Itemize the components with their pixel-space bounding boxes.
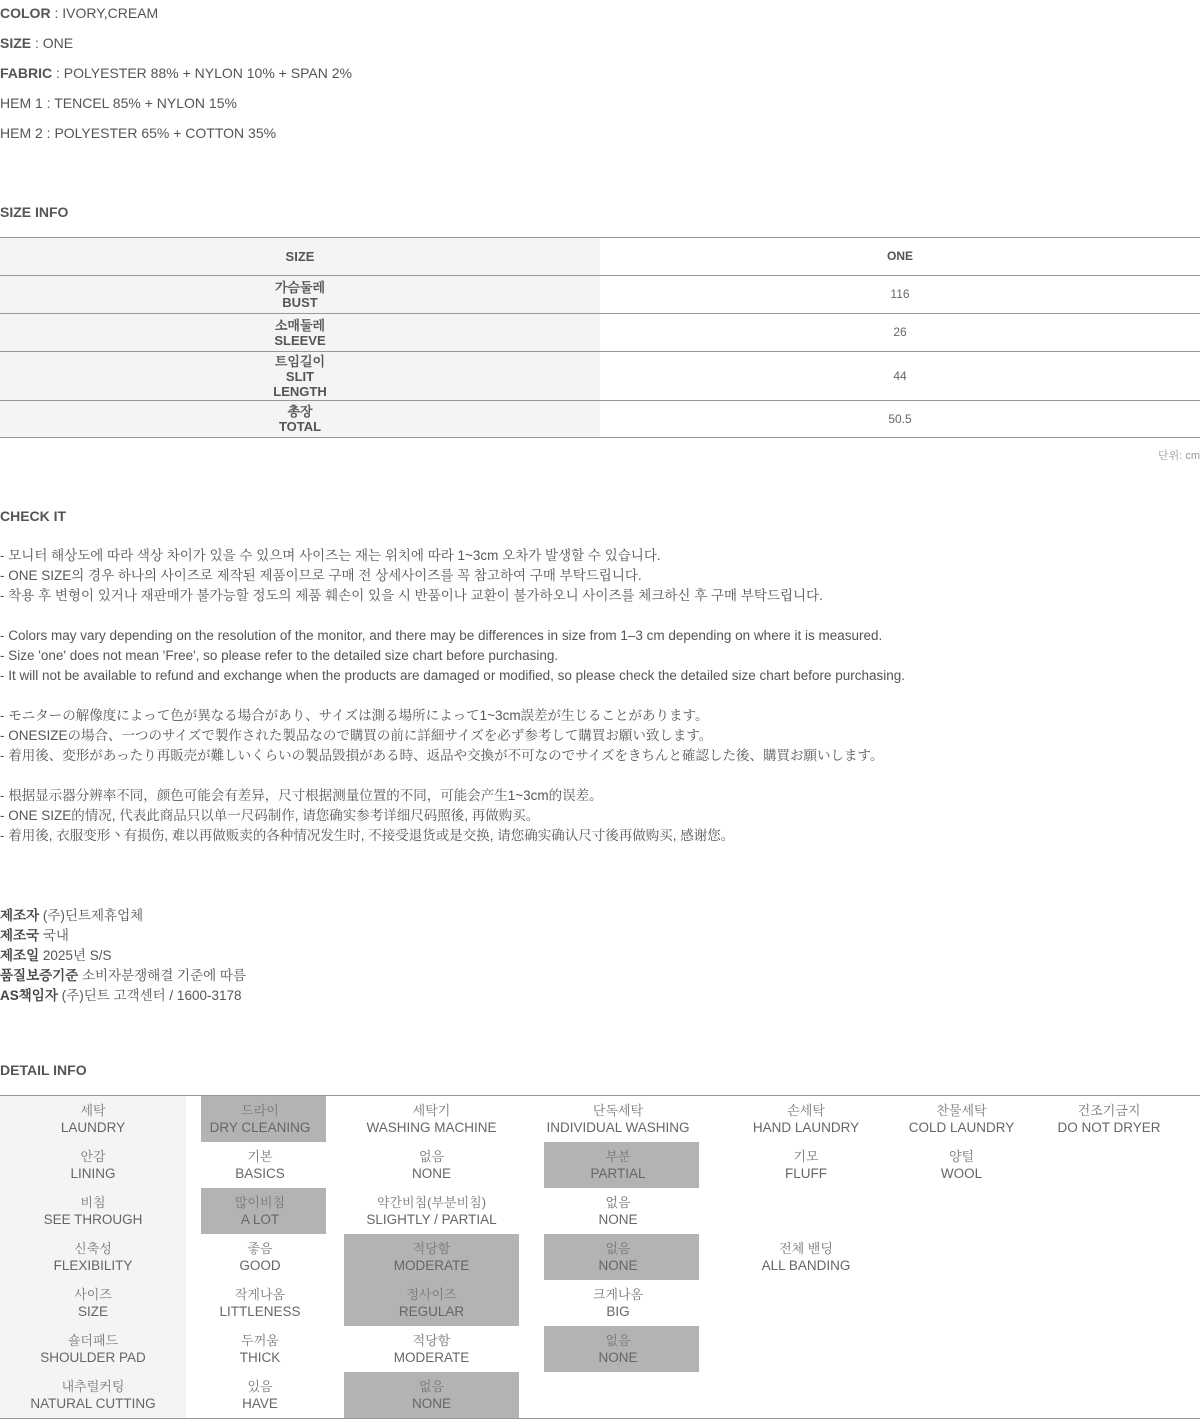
detail-option	[1018, 1326, 1200, 1372]
detail-option	[905, 1280, 1018, 1326]
note-line: - Colors may vary depending on the resolution of the monitor, and there may be differences in size from 1–3 cm depending on where it is measured.	[0, 628, 883, 643]
maker-key: 품질보증기준	[0, 968, 79, 983]
detail-row-label	[0, 1188, 186, 1234]
detail-row	[0, 1372, 1200, 1419]
detail-label-ko: 세탁기	[412, 1103, 451, 1118]
spec-key: FABRIC	[0, 65, 53, 81]
detail-label-en: SEE THROUGH	[43, 1212, 143, 1227]
size-row-total	[0, 401, 1200, 438]
detail-label-ko: 내추럴커팅	[61, 1379, 125, 1394]
size-label-en2: LENGTH	[273, 383, 327, 399]
detail-label-en: NONE	[598, 1258, 638, 1273]
detail-option	[707, 1188, 905, 1234]
detail-label-ko: 손세탁	[787, 1103, 825, 1118]
detail-label-en: HAND LAUNDRY	[752, 1120, 860, 1135]
detail-label-en: NONE	[411, 1396, 451, 1411]
detail-row-label	[0, 1372, 186, 1419]
detail-label-en: NONE	[598, 1350, 638, 1365]
detail-option	[334, 1326, 529, 1372]
detail-label-ko: 없음	[418, 1149, 445, 1164]
detail-label-en: BASICS	[235, 1166, 285, 1181]
detail-label-ko: 없음	[605, 1333, 631, 1348]
detail-option-selected	[186, 1188, 334, 1234]
maker-line	[0, 926, 246, 946]
check-it-notes	[0, 546, 905, 846]
detail-option	[186, 1142, 334, 1188]
maker-line	[0, 946, 246, 966]
spec-value: POLYESTER 88% + NYLON 10% + SPAN 2%	[63, 65, 352, 81]
spec-value: IVORY,CREAM	[62, 5, 159, 21]
detail-label-ko: 단독세탁	[592, 1103, 644, 1118]
maker-info	[0, 906, 246, 1006]
detail-label-en: NATURAL CUTTING	[30, 1396, 156, 1411]
detail-label-ko: 비침	[80, 1195, 106, 1210]
size-row-value: 26	[600, 314, 1200, 352]
detail-row-label	[0, 1280, 186, 1326]
maker-value: 2025년 S/S	[42, 948, 112, 963]
detail-option	[905, 1372, 1018, 1419]
detail-row	[0, 1096, 1200, 1143]
detail-label-ko: 양털	[948, 1149, 975, 1164]
detail-option	[905, 1142, 1018, 1188]
size-unit: 단위: cm	[1157, 450, 1200, 462]
detail-label-en: GOOD	[239, 1258, 281, 1273]
detail-label-en: SLIGHTLY / PARTIAL	[366, 1212, 497, 1227]
detail-label-ko: 세탁	[80, 1103, 106, 1118]
detail-row	[0, 1326, 1200, 1372]
maker-line	[0, 986, 246, 1006]
size-label-en: TOTAL	[278, 419, 322, 434]
size-row-label	[0, 276, 600, 314]
detail-option-selected	[334, 1280, 529, 1326]
detail-option	[334, 1188, 529, 1234]
detail-label-ko: 사이즈	[74, 1287, 112, 1302]
note-gap	[0, 766, 905, 786]
detail-row	[0, 1280, 1200, 1326]
spec-hem1	[0, 95, 237, 111]
size-row-value: 44	[600, 352, 1200, 401]
detail-label-ko: 두꺼움	[241, 1333, 279, 1348]
detail-option-selected	[529, 1142, 707, 1188]
detail-option	[707, 1234, 905, 1280]
size-label-en: BUST	[282, 294, 318, 310]
detail-option	[186, 1372, 334, 1419]
detail-label-ko: 많이비침	[234, 1195, 286, 1210]
size-header-value: ONE	[600, 238, 1200, 276]
size-info-title: SIZE INFO	[0, 204, 69, 220]
maker-value: (주)딘트 고객센터 / 1600-3178	[61, 988, 242, 1003]
detail-label-en: HAVE	[242, 1396, 278, 1411]
detail-label-ko: 드라이	[241, 1103, 279, 1118]
detail-option	[707, 1326, 905, 1372]
detail-option	[905, 1096, 1018, 1143]
detail-label-ko: 없음	[605, 1195, 631, 1210]
detail-row-label	[0, 1142, 186, 1188]
detail-option	[529, 1372, 707, 1419]
note-line: - It will not be available to refund and exchange when the products are damaged or modified, so please check the detailed size chart before purchasing.	[0, 668, 906, 683]
detail-table	[0, 1095, 1200, 1419]
detail-label-en: DRY CLEANING	[209, 1120, 311, 1135]
spec-hem2	[0, 125, 276, 141]
detail-label-ko: 전체 밴딩	[779, 1241, 833, 1256]
detail-option	[707, 1096, 905, 1143]
detail-label-en: ALL BANDING	[761, 1258, 851, 1273]
size-label-ko: 트임길이	[274, 353, 326, 369]
spec-value: HEM 2 : POLYESTER 65% + COTTON 35%	[0, 125, 277, 141]
detail-label-en: WOOL	[940, 1166, 983, 1181]
detail-row-label	[0, 1234, 186, 1280]
detail-label-en: LITTLENESS	[219, 1304, 301, 1319]
detail-option	[334, 1142, 529, 1188]
detail-label-ko: 기모	[793, 1149, 819, 1164]
detail-label-en: SHOULDER PAD	[40, 1350, 146, 1365]
detail-label-en: LAUNDRY	[60, 1120, 126, 1135]
detail-option	[529, 1188, 707, 1234]
size-header-label: SIZE	[0, 238, 600, 276]
maker-key: AS책임자	[0, 988, 58, 1003]
spec-fabric	[0, 65, 352, 81]
detail-option	[1018, 1372, 1200, 1419]
detail-row	[0, 1234, 1200, 1280]
maker-line	[0, 966, 246, 986]
detail-option	[529, 1096, 707, 1143]
detail-option	[186, 1234, 334, 1280]
size-label-ko: 소매둘레	[274, 317, 326, 333]
maker-value: 소비자분쟁해결 기준에 따름	[82, 968, 247, 983]
detail-label-en: A LOT	[240, 1212, 280, 1227]
detail-label-en: MODERATE	[393, 1350, 470, 1365]
detail-option-selected	[529, 1326, 707, 1372]
detail-option	[334, 1096, 529, 1143]
size-row-slit-length	[0, 352, 1200, 401]
detail-label-ko: 좋음	[247, 1241, 273, 1256]
detail-option-selected	[529, 1234, 707, 1280]
spec-sep: :	[31, 35, 43, 51]
detail-label-ko: 없음	[418, 1379, 445, 1394]
size-row-value: 116	[600, 276, 1200, 314]
detail-label-ko: 있음	[247, 1379, 273, 1394]
detail-option	[707, 1372, 905, 1419]
detail-option	[1018, 1188, 1200, 1234]
maker-value: 국내	[42, 928, 69, 943]
maker-key: 제조자	[0, 908, 40, 923]
detail-label-en: COLD LAUNDRY	[908, 1120, 1015, 1135]
size-label-en: SLEEVE	[274, 332, 326, 348]
size-label-ko: 총장	[287, 404, 313, 419]
spec-size	[0, 35, 73, 51]
detail-label-ko: 신축성	[74, 1241, 112, 1256]
detail-label-ko: 없음	[605, 1241, 631, 1256]
note-line: - Size 'one' does not mean 'Free', so please refer to the detailed size chart before purchasing.	[0, 648, 559, 663]
detail-row	[0, 1142, 1200, 1188]
detail-label-en: INDIVIDUAL WASHING	[546, 1120, 690, 1135]
size-label-en: SLIT	[285, 368, 315, 384]
note-line: - ONESIZEの場合、一つのサイズで製作された製品なので購買の前に詳細サイズを必ず参考して購買お願い致します。	[0, 728, 713, 743]
spec-key: SIZE	[0, 35, 32, 51]
size-row-sleeve	[0, 314, 1200, 352]
detail-option	[707, 1142, 905, 1188]
size-row-bust	[0, 276, 1200, 314]
maker-key: 제조국	[0, 928, 40, 943]
maker-key: 제조일	[0, 948, 40, 963]
detail-label-en: WASHING MACHINE	[366, 1120, 497, 1135]
detail-label-ko: 건조기금지	[1077, 1103, 1141, 1118]
note-line: - ONE SIZE의 경우 하나의 사이즈로 제작된 제품이므로 구매 전 상세사이즈를 꼭 참고하여 구매 부탁드립니다.	[0, 568, 642, 583]
size-row-value: 50.5	[600, 401, 1200, 438]
spec-key: COLOR	[0, 5, 51, 21]
detail-label-ko: 적당함	[412, 1333, 451, 1348]
detail-label-en: MODERATE	[393, 1258, 470, 1273]
detail-label-en: THICK	[239, 1350, 281, 1365]
note-line: - 着用後, 衣服变形丶有损伤, 难以再做贩卖的各种情况发生时, 不接受退货或是交换, 请您确实确认尺寸後再做购买, 感谢您。	[0, 828, 735, 843]
detail-row	[0, 1188, 1200, 1234]
detail-option-selected	[334, 1372, 529, 1419]
detail-label-en: DO NOT DRYER	[1057, 1120, 1161, 1135]
detail-label-en: FLUFF	[785, 1166, 827, 1181]
detail-option-selected	[334, 1234, 529, 1280]
detail-row-label	[0, 1326, 186, 1372]
maker-line	[0, 906, 246, 926]
detail-option	[186, 1326, 334, 1372]
check-it-title: CHECK IT	[0, 508, 67, 524]
detail-label-ko: 작게나옴	[234, 1287, 286, 1302]
spec-color	[0, 5, 158, 21]
detail-label-ko: 기본	[247, 1149, 273, 1164]
note-line: - 着用後、変形があったり再販売が難しいくらいの製品毀損がある時、返品や交換が不可なのでサイズをきちんと確認した後、購買お願いします。	[0, 748, 884, 763]
detail-label-en: BIG	[606, 1304, 630, 1319]
detail-label-ko: 찬물세탁	[936, 1103, 987, 1118]
size-row-label	[0, 352, 600, 401]
detail-label-en: REGULAR	[398, 1304, 465, 1319]
detail-label-ko: 적당함	[412, 1241, 451, 1256]
detail-row-label	[0, 1096, 186, 1143]
detail-label-ko: 크게나옴	[592, 1287, 644, 1302]
detail-label-ko: 약간비침(부분비침)	[376, 1195, 487, 1210]
detail-option	[529, 1280, 707, 1326]
detail-label-en: FLEXIBILITY	[53, 1258, 133, 1273]
spec-value: HEM 1 : TENCEL 85% + NYLON 15%	[0, 95, 237, 111]
detail-option	[1018, 1142, 1200, 1188]
maker-value: (주)딘트제휴업체	[42, 908, 144, 923]
note-line: - 모니터 해상도에 따라 색상 차이가 있을 수 있으며 사이즈는 재는 위치에 따라 1~3cm 오차가 발생할 수 있습니다.	[0, 548, 661, 563]
detail-label-ko: 부분	[605, 1149, 631, 1164]
detail-option	[905, 1188, 1018, 1234]
note-gap	[0, 606, 905, 626]
note-line: - ONE SIZE的情况, 代表此商品只以单一尺码制作, 请您确实参考详细尺码照後, 再做购买。	[0, 808, 540, 823]
detail-option	[707, 1280, 905, 1326]
detail-label-ko: 안감	[80, 1149, 106, 1164]
detail-label-ko: 정사이즈	[406, 1287, 457, 1302]
size-table-header	[0, 238, 1200, 276]
detail-option	[1018, 1280, 1200, 1326]
detail-option	[905, 1326, 1018, 1372]
detail-option	[186, 1280, 334, 1326]
size-table	[0, 237, 1200, 438]
detail-label-en: LINING	[70, 1166, 116, 1181]
note-line: - 착용 후 변형이 있거나 재판매가 불가능할 정도의 제품 훼손이 있을 시 반품이나 교환이 불가하오니 사이즈를 체크하신 후 구매 부탁드립니다.	[0, 588, 823, 603]
detail-label-en: NONE	[598, 1212, 638, 1227]
note-gap	[0, 686, 905, 706]
note-line: - 根据显示器分辨率不同，颜色可能会有差异，尺寸根据测量位置的不同，可能会产生1~3cm的误差。	[0, 788, 603, 803]
spec-sep: :	[52, 65, 64, 81]
size-row-label	[0, 401, 600, 438]
detail-label-en: PARTIAL	[590, 1166, 646, 1181]
detail-option	[905, 1234, 1018, 1280]
spec-value: ONE	[42, 35, 74, 51]
note-line: - モニターの解像度によって色が異なる場合があり、サイズは測る場所によって1~3cm誤差が生じることがあります。	[0, 708, 709, 723]
spec-sep: :	[50, 5, 63, 21]
detail-option	[1018, 1096, 1200, 1143]
detail-option	[1018, 1234, 1200, 1280]
size-label-ko: 가슴둘레	[274, 279, 326, 295]
size-row-label	[0, 314, 600, 352]
detail-info-title: DETAIL INFO	[0, 1062, 87, 1078]
detail-option-selected	[186, 1096, 334, 1143]
detail-label-ko: 숄더패드	[67, 1333, 119, 1348]
detail-label-en: SIZE	[77, 1304, 108, 1319]
detail-label-en: NONE	[411, 1166, 451, 1181]
